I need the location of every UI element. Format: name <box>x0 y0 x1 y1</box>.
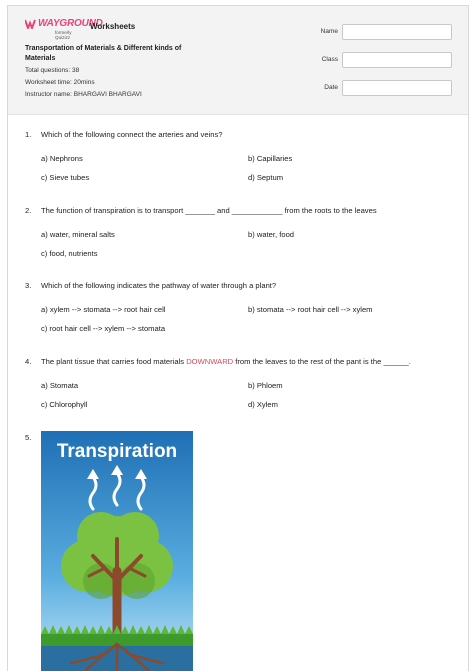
date-label: Date <box>324 84 338 91</box>
question-number: 2. <box>25 206 32 215</box>
q1-option-c[interactable]: c) Sieve tubes <box>41 173 90 182</box>
question-text-end: from the leaves to the rest of the pant is the ______. <box>233 357 411 366</box>
class-field[interactable] <box>342 52 452 68</box>
q3-option-c[interactable]: c) root hair cell --> xylem --> stomata <box>41 324 166 333</box>
q1-option-d[interactable]: d) Septum <box>248 173 284 182</box>
brand-mark-icon <box>25 19 37 29</box>
instructor-name: Instructor name: BHARGAVI BHARGAVI <box>25 91 142 98</box>
question-number: 4. <box>25 357 32 366</box>
date-field[interactable] <box>342 80 452 96</box>
q3-option-b[interactable]: b) stomata --> root hair cell --> xylem <box>248 305 373 314</box>
question-text: Which of the following connect the arteries and veins? <box>41 130 223 139</box>
tree-image <box>41 431 193 671</box>
brand-subtitle: formerly Quizizz <box>55 30 72 40</box>
q1-option-b[interactable]: b) Capillaries <box>248 154 293 163</box>
q4-option-c[interactable]: c) Chlorophyll <box>41 400 88 409</box>
q2-option-a[interactable]: a) water, mineral salts <box>41 230 115 239</box>
name-field[interactable] <box>342 24 452 40</box>
worksheet-title: Transportation of Materials & Different kinds of Materials <box>25 45 182 62</box>
brand-logo <box>25 18 103 40</box>
question-text <box>41 357 411 366</box>
brand-name: WAYGROUND <box>38 18 103 29</box>
q4-option-d[interactable]: d) Xylem <box>248 400 278 409</box>
question-text-start: The plant tissue that carries food materials <box>41 357 187 366</box>
q2-option-b[interactable]: b) water, food <box>248 230 295 239</box>
question-number: 5. <box>25 433 32 442</box>
question-number: 3. <box>25 281 32 290</box>
image-title: Transpiration <box>56 441 178 462</box>
total-questions: Total questions: 38 <box>25 67 80 74</box>
worksheet-page <box>7 5 469 671</box>
worksheet-header <box>8 6 468 115</box>
question-text: The function of transpiration is to transport _______ and ____________ from the roots to the leaves <box>41 206 377 215</box>
question-text: Which of the following indicates the pathway of water through a plant? <box>41 281 277 290</box>
q3-option-a[interactable]: a) xylem --> stomata --> root hair cell <box>41 305 166 314</box>
worksheet-time: Worksheet time: 20mins <box>25 79 95 86</box>
q2-option-c[interactable]: c) food, nutrients <box>41 249 98 258</box>
class-label: Class <box>321 56 338 63</box>
name-label: Name <box>320 28 338 35</box>
question-number: 1. <box>25 130 32 139</box>
q1-option-a[interactable]: a) Nephrons <box>41 154 83 163</box>
highlight-word: DOWNWARD <box>186 357 234 366</box>
q4-option-b[interactable]: b) Phloem <box>248 381 283 390</box>
transpiration-illustration <box>41 431 193 671</box>
q4-option-a[interactable]: a) Stomata <box>41 381 79 390</box>
section-label: Worksheets <box>90 22 136 31</box>
